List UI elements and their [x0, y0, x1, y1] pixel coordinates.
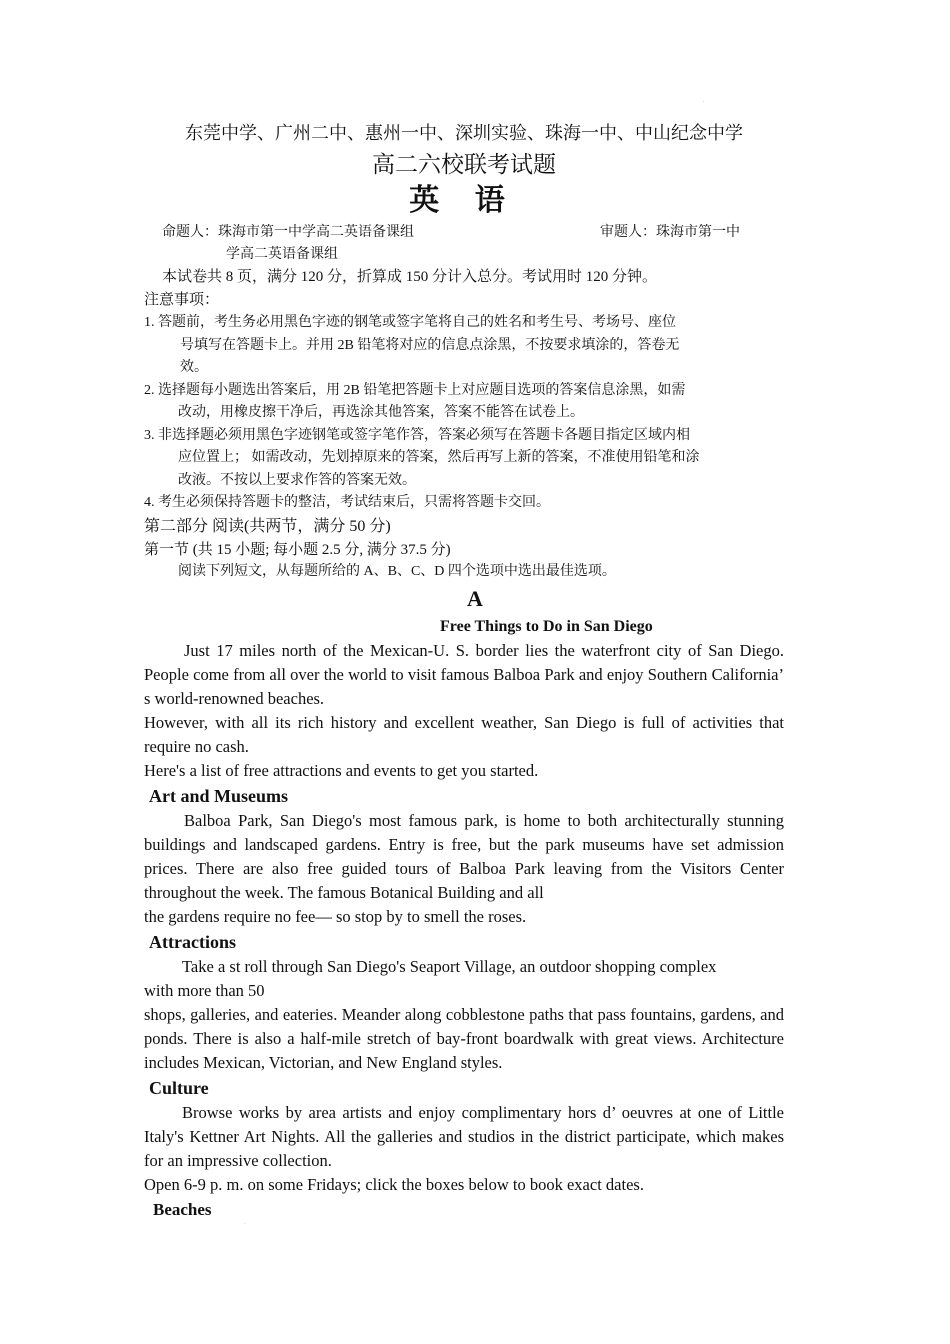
passage-intro-paragraph: Just 17 miles north of the Mexican-U. S. border lies the waterfront city of San Diego. People come from all over the world to visit famous Balboa Park and enjoy Southern California’ s world-renowned beaches. — [144, 640, 784, 708]
note-item — [144, 312, 784, 380]
note-item — [144, 380, 784, 425]
passage-intro-paragraph: Here's a list of free attractions and events to get you started. — [144, 760, 539, 780]
author-line: 命题人：珠海市第一中学高二英语备课组 — [162, 225, 414, 240]
exam-info: 本试卷共 8 页，满分 120 分，折算成 150 分计入总分。考试用时 120 分钟。 — [162, 269, 658, 285]
attractions-heading: Attractions — [149, 931, 236, 952]
subject-title: 英 语 — [409, 184, 519, 217]
note-item — [144, 492, 784, 515]
note-3-line-3: 改液。不按以上要求作答的答案无效。 — [178, 472, 416, 488]
culture-paragraph: Browse works by area artists and enjoy complimentary hors d’ oeuvres at one of Little Italy's Kettner Art Nights. All the galleries and studios in the district participate, which makes for an impressive collection. — [144, 1102, 784, 1170]
beaches-heading: Beaches — [153, 1199, 212, 1219]
note-4-line-1: 4. 考生必须保持答题卡的整洁，考试结束后，只需将答题卡交回。 — [144, 495, 550, 510]
exam-page — [144, 112, 784, 1223]
schools-line: 东莞中学、广州二中、惠州一中、深圳实验、珠海一中、中山纪念中学 — [185, 123, 743, 143]
attractions-paragraph-line-1: Take a st roll through San Diego's Seaport Village, an outdoor shopping complex — [182, 956, 717, 976]
art-museums-paragraph: Balboa Park, San Diego's most famous park, is home to both architecturally stunning buildings and landscaped gardens. Entry is free, but the park museums have set admission prices. There are also free guided tours of Balboa Park leaving from the Visitors Center throughout the week. The famous Botanical Building and all — [144, 810, 784, 902]
author-info — [144, 222, 784, 266]
note-2-line-1: 2. 选择题每小题选出答案后，用 2B 铅笔把答题卡上对应题目选项的答案信息涂黑，如需 — [144, 382, 686, 398]
reviewer-line: 审题人：珠海市第一中 — [600, 225, 740, 240]
exam-title: 高二六校联考试题 — [372, 152, 556, 177]
scan-speck: . — [703, 98, 705, 104]
note-1-line-2: 号填写在答题卡上。并用 2B 铅笔将对应的信息点涂黑，不按要求填涂的，答卷无 — [180, 337, 680, 353]
section-instruction: 阅读下列短文，从每题所给的 A、B、C、D 四个选项中选出最佳选项。 — [178, 563, 616, 579]
note-2-line-2: 改动，用橡皮擦干净后，再选涂其他答案，答案不能答在试卷上。 — [178, 405, 584, 420]
reviewer-line-cont: 学高二英语备课组 — [226, 247, 338, 262]
note-item — [144, 425, 784, 493]
culture-paragraph-cont: Open 6-9 p. m. on some Fridays; click the boxes below to book exact dates. — [144, 1174, 644, 1194]
section-subtitle: 第一节 (共 15 小题; 每小题 2.5 分, 满分 37.5 分) — [144, 541, 451, 558]
note-3-line-1: 3. 非选择题必须用黑色字迹钢笔或签字笔作答，答案必须写在答题卡各题目指定区域内相 — [144, 427, 690, 443]
attractions-paragraph-line-2: with more than 50 — [144, 980, 265, 1000]
culture-heading: Culture — [149, 1077, 209, 1098]
passage-letter: A — [467, 585, 483, 611]
passage-title: Free Things to Do in San Diego — [440, 617, 653, 635]
passage-intro-paragraph: However, with all its rich history and excellent weather, San Diego is full of activities that require no cash. — [144, 712, 784, 756]
art-museums-heading: Art and Museums — [149, 785, 289, 806]
art-museums-paragraph-cont: the gardens require no fee— so stop by to smell the roses. — [144, 906, 527, 926]
attractions-paragraph: shops, galleries, and eateries. Meander along cobblestone paths that pass fountains, gardens, and ponds. There is also a half-mile stretch of bay-front boardwalk with great views. Architecture includes Mexican, Victorian, and New England styles. — [144, 1004, 784, 1072]
scan-speck: . — [244, 1220, 246, 1226]
note-3-line-2: 应位置上； 如需改动，先划掉原来的答案，然后再写上新的答案，不准使用铅笔和涂 — [178, 450, 700, 465]
notes-title: 注意事项： — [144, 292, 220, 308]
note-1-line-1: 1. 答题前，考生务必用黑色字迹的钢笔或签字笔将自己的姓名和考生号、考场号、座位 — [144, 315, 676, 330]
part-title: 第二部分 阅读(共两节，满分 50 分) — [144, 517, 391, 535]
note-1-line-3: 效。 — [180, 360, 208, 375]
